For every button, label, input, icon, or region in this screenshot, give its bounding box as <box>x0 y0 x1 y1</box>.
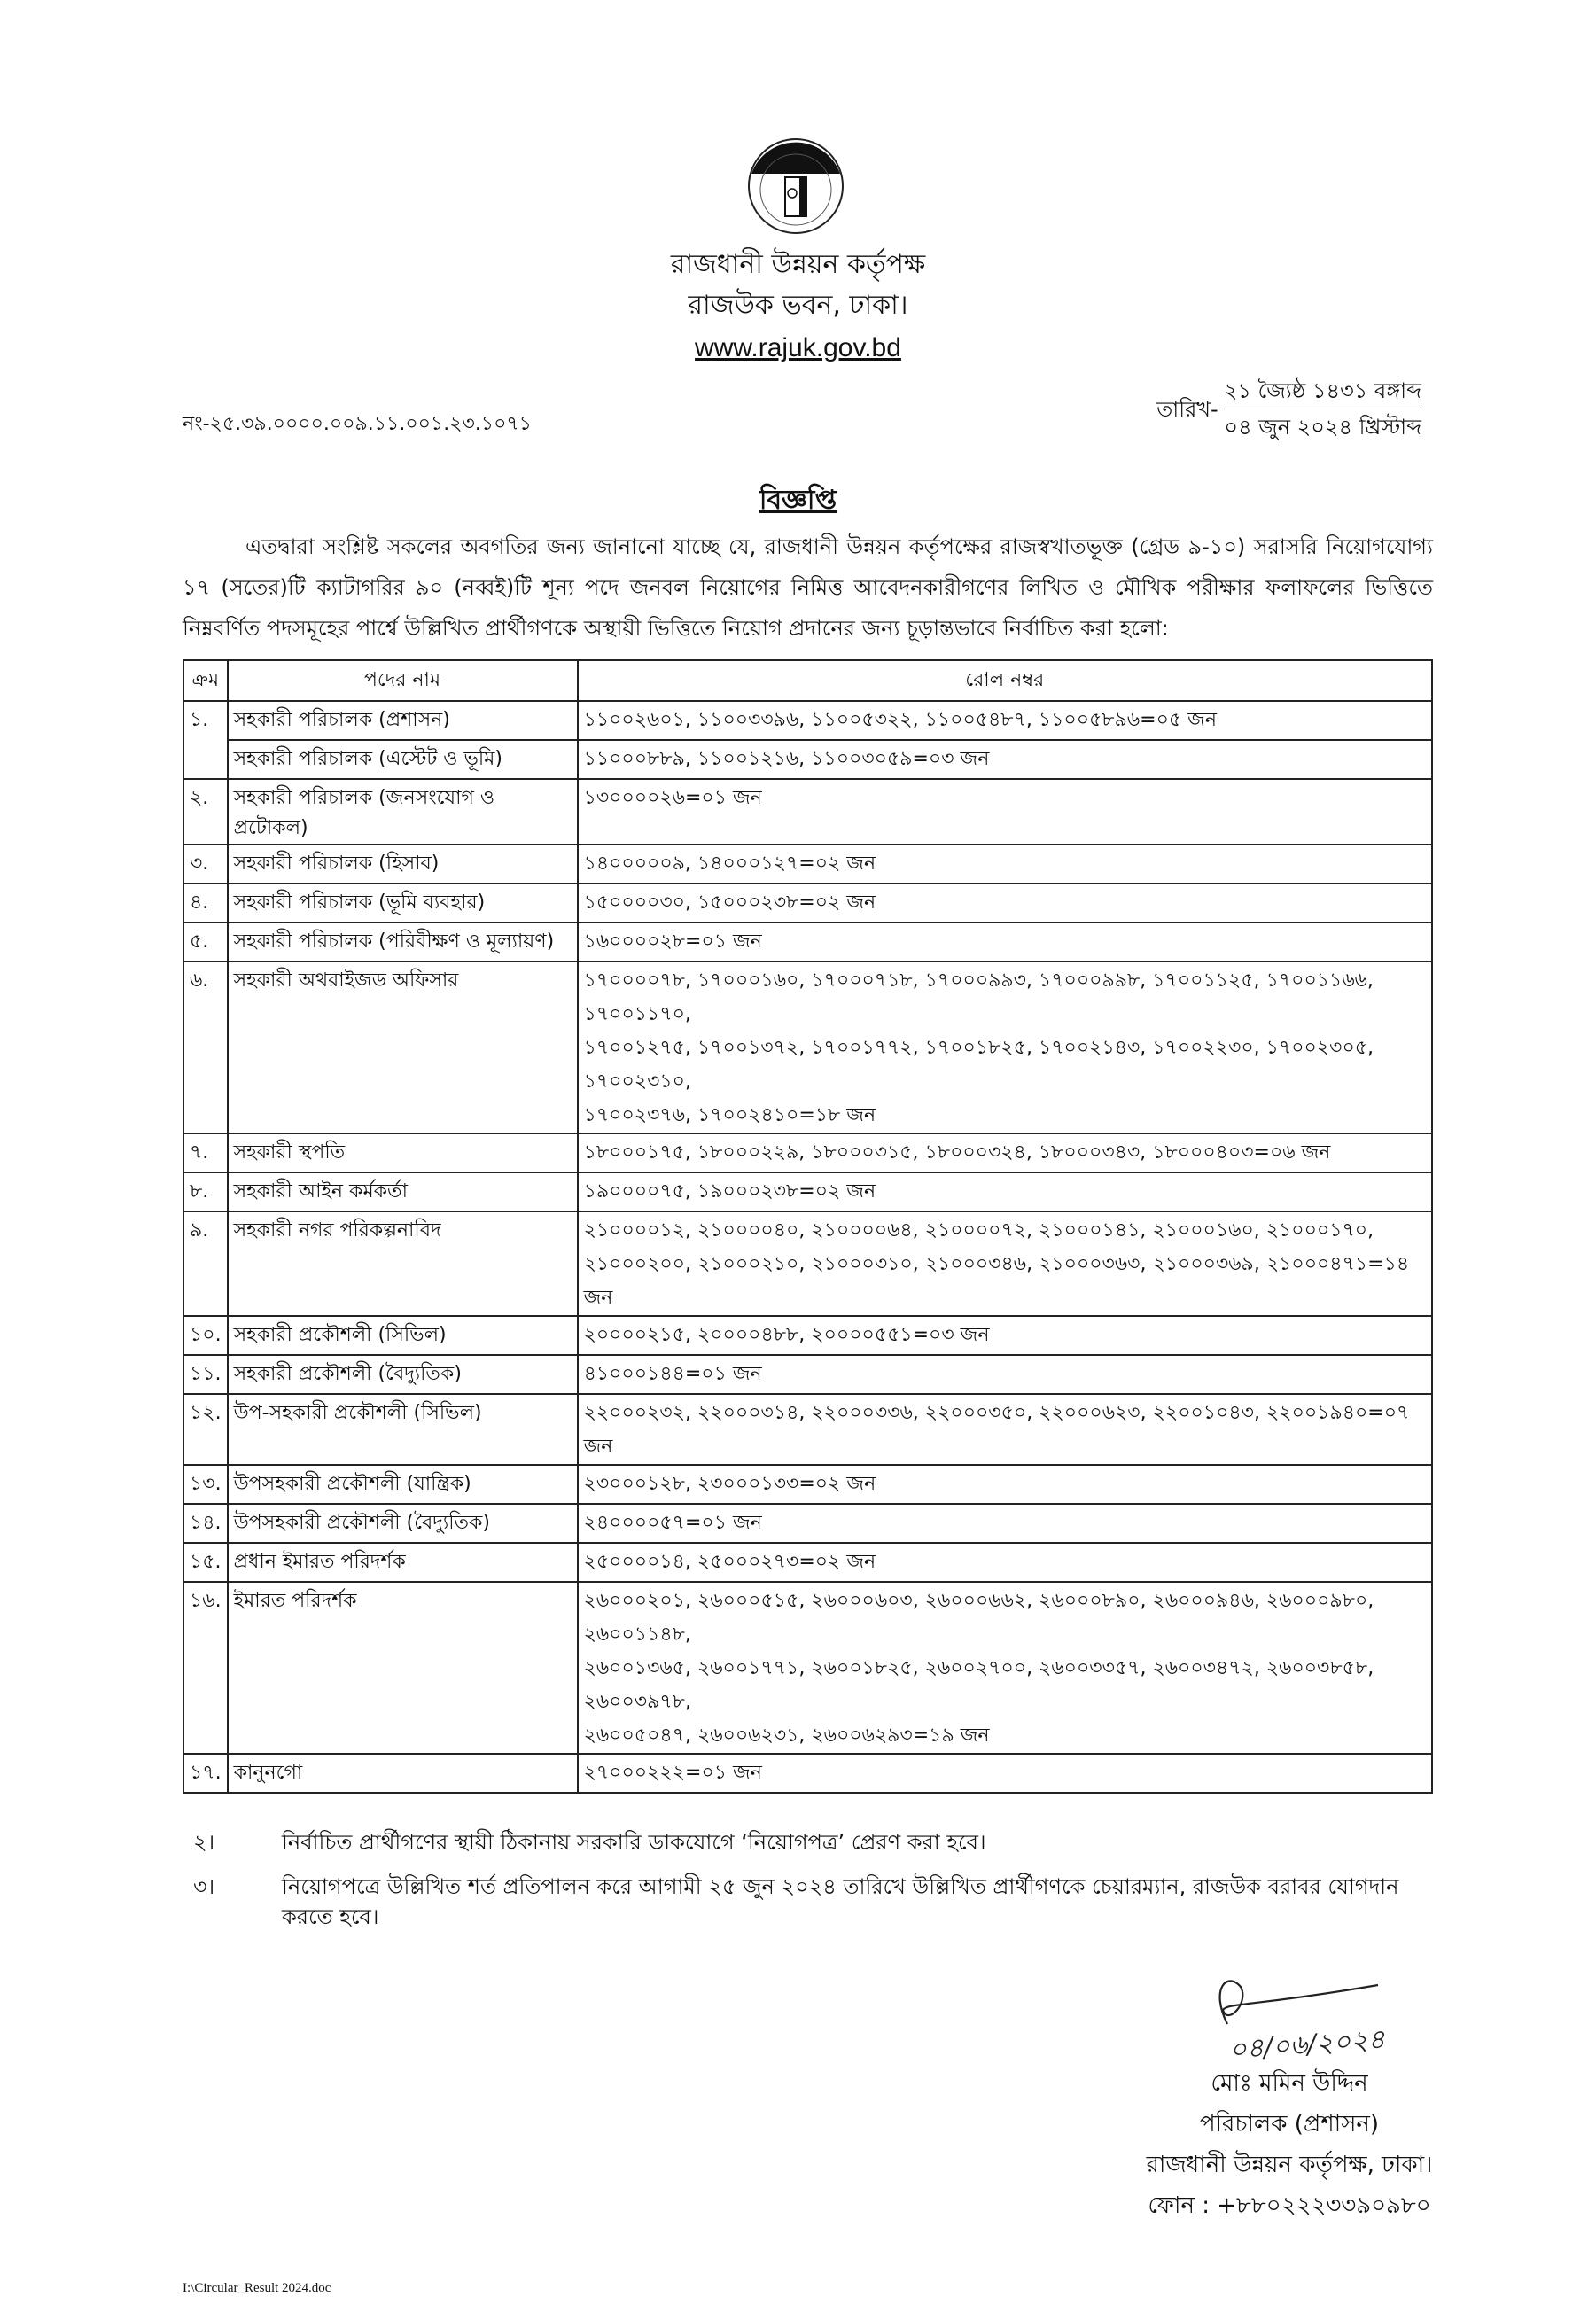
row-post-name: উপসহকারী প্রকৌশলী (যান্ত্রিক) <box>228 1465 578 1504</box>
letterhead <box>0 245 1596 370</box>
date-gregorian: ০৪ জুন ২০২৪ খ্রিস্টাব্দ <box>1224 415 1421 440</box>
table-row <box>183 884 1432 923</box>
org-name: রাজধানী উন্নয়ন কর্তৃপক্ষ <box>670 249 926 280</box>
roll-line: ১৯০০০০৭৫, ১৯০০০২৩৮=০২ জন <box>583 1180 876 1203</box>
table-row <box>183 701 1432 740</box>
row-roll-numbers <box>578 884 1432 923</box>
signatory-designation: পরিচালক (প্রশাসন) <box>1199 2111 1380 2137</box>
row-serial: ৭. <box>183 1133 228 1172</box>
row-serial: ৪. <box>183 884 228 923</box>
results-table <box>183 659 1433 1794</box>
roll-line: ২০০০০২১৫, ২০০০০৪৮৮, ২০০০০৫৫১=০৩ জন <box>583 1324 990 1346</box>
table-row <box>183 1316 1432 1355</box>
row-serial: ১৭. <box>183 1754 228 1793</box>
roll-line: ১১০০০৮৮৯, ১১০০১২১৬, ১১০০৩০৫৯=০৩ জন <box>583 748 990 770</box>
roll-line: ২৬০০০২০১, ২৬০০০৫১৫, ২৬০০০৬০৩, ২৬০০০৬৬২, ২৬০০০৮৯০, ২৬০০০৯৪৬, ২৬০০০৯৮০, ২৬০০১১৪৮, <box>583 1590 1374 1646</box>
row-post-name: সহকারী পরিচালক (এস্টেট ও ভূমি) <box>228 740 578 779</box>
row-post-name: সহকারী প্রকৌশলী (সিভিল) <box>228 1316 578 1355</box>
row-roll-numbers <box>578 923 1432 962</box>
row-post-name: সহকারী পরিচালক (ভূমি ব্যবহার) <box>228 884 578 923</box>
row-serial: ৬. <box>183 962 228 1133</box>
signatory-phone: ফোন : +৮৮০২২২৩৩৯০৯৮০ <box>1148 2192 1431 2219</box>
row-roll-numbers <box>578 1465 1432 1504</box>
row-serial: ১৬. <box>183 1582 228 1754</box>
row-roll-numbers <box>578 1582 1432 1754</box>
row-serial: ১৪. <box>183 1504 228 1543</box>
file-path: I:\Circular_Result 2024.doc <box>183 2281 331 2295</box>
roll-line: ১৪০০০০০৯, ১৪০০০১২৭=০২ জন <box>583 853 876 875</box>
row-serial: ১০. <box>183 1316 228 1355</box>
row-roll-numbers <box>578 1211 1432 1316</box>
org-address: রাজউক ভবন, ঢাকা। <box>688 290 908 321</box>
row-serial: ৯. <box>183 1211 228 1316</box>
roll-line: ২২০০০২৩২, ২২০০০৩১৪, ২২০০০৩৩৬, ২২০০০৩৫০, ২২০০০৬২৩, ২২০০১০৪৩, ২২০০১৯৪০=০৭ জন <box>583 1402 1410 1458</box>
row-roll-numbers <box>578 701 1432 740</box>
row-post-name: সহকারী পরিচালক (পরিবীক্ষণ ও মূল্যায়ণ) <box>228 923 578 962</box>
row-roll-numbers <box>578 1355 1432 1394</box>
row-serial: ১১. <box>183 1355 228 1394</box>
date-block <box>1156 376 1421 442</box>
roll-line: ২৭০০০২২২=০১ জন <box>583 1762 762 1784</box>
row-roll-numbers <box>578 1504 1432 1543</box>
roll-line: ১৭০০০০৭৮, ১৭০০০১৬০, ১৭০০০৭১৮, ১৭০০০৯৯৩, ১৭০০০৯৯৮, ১৭০০১১২৫, ১৭০০১১৬৬, ১৭০০১১৭০, <box>583 969 1374 1025</box>
point-3 <box>183 1872 1433 1932</box>
memo-number: নং-২৫.৩৯.০০০০.০০৯.১১.০০১.২৩.১০৭১ <box>183 413 532 435</box>
notes-list <box>183 1827 1433 1932</box>
row-serial: ২. <box>183 779 228 845</box>
roll-line: ১৮০০০১৭৫, ১৮০০০২২৯, ১৮০০০৩১৫, ১৮০০০৩২৪, ১৮০০০৩৪৩, ১৮০০০৪০৩=০৬ জন <box>583 1141 1331 1164</box>
row-post-name: কানুনগো <box>228 1754 578 1793</box>
roll-line: ১৭০০১২৭৫, ১৭০০১৩৭২, ১৭০০১৭৭২, ১৭০০১৮২৫, ১৭০০২১৪৩, ১৭০০২২৩০, ১৭০০২৩০৫, ১৭০০২৩১০, <box>583 1037 1374 1093</box>
row-roll-numbers <box>578 1394 1432 1465</box>
row-post-name: সহকারী অথরাইজড অফিসার <box>228 962 578 1133</box>
roll-line: ২৪০০০০৫৭=০১ জন <box>583 1512 762 1534</box>
point-2 <box>183 1827 1433 1857</box>
intro-paragraph: এতদ্বারা সংশ্লিষ্ট সকলের অবগতির জন্য জানানো যাচ্ছে যে, রাজধানী উন্নয়ন কর্তৃপক্ষের রাজস্বখাতভূক্ত (গ্রেড ৯-১০) সরাসরি নিয়োগযোগ্য ১৭ (সতের)টি ক্যাটাগরির ৯০ (নব্বই)টি শূন্য পদে জনবল নিয়োগের নিমিত্ত আবেদনকারীগণের লিখিত ও মৌখিক পরীক্ষার ফলাফলের ভিত্তিতে নিম্নবর্ণিত পদসমূহের পার্শ্বে উল্লিখিত প্রার্থীগণকে অস্থায়ী ভিত্তিতে নিয়োগ প্রদানের জন্য চূড়ান্তভাবে নির্বাচিত করা হলো: <box>183 534 1433 641</box>
roll-line: ১৩০০০০২৬=০১ জন <box>583 787 762 809</box>
table-row <box>183 1543 1432 1582</box>
row-post-name: প্রধান ইমারত পরিদর্শক <box>228 1543 578 1582</box>
row-post-name: উপসহকারী প্রকৌশলী (বৈদ্যুতিক) <box>228 1504 578 1543</box>
website-link[interactable]: www.rajuk.gov.bd <box>695 333 901 362</box>
row-post-name: সহকারী পরিচালক (হিসাব) <box>228 845 578 884</box>
table-row <box>183 779 1432 845</box>
row-post-name: উপ-সহকারী প্রকৌশলী (সিভিল) <box>228 1394 578 1465</box>
col-header-serial: ক্রম <box>183 660 228 701</box>
notice-title: বিজ্ঞপ্তি <box>759 485 837 516</box>
row-post-name: সহকারী আইন কর্মকর্তা <box>228 1172 578 1211</box>
row-roll-numbers <box>578 1172 1432 1211</box>
row-serial: ১২. <box>183 1394 228 1465</box>
row-serial: ১৩. <box>183 1465 228 1504</box>
row-post-name: সহকারী স্থপতি <box>228 1133 578 1172</box>
point-3-text: নিয়োগপত্রে উল্লিখিত শর্ত প্রতিপালন করে আগামী ২৫ জুন ২০২৪ তারিখে উল্লিখিত প্রার্থীগণকে চেয়ারম্যান, রাজউক বরাবর যোগদান করতে হবে। <box>282 1874 1399 1929</box>
point-3-number: ৩। <box>193 1874 215 1899</box>
table-row <box>183 1582 1432 1754</box>
table-row <box>183 1211 1432 1316</box>
roll-line: ৪১০০০১৪৪=০১ জন <box>583 1363 762 1385</box>
roll-line: ২৫০০০০১৪, ২৫০০০২৭৩=০২ জন <box>583 1551 876 1573</box>
row-post-name: সহকারী পরিচালক (প্রশাসন) <box>228 701 578 740</box>
row-roll-numbers <box>578 1316 1432 1355</box>
table-row <box>183 1172 1432 1211</box>
row-roll-numbers <box>578 845 1432 884</box>
row-post-name: সহকারী পরিচালক (জনসংযোগ ও প্রটোকল) <box>228 779 578 845</box>
roll-line: ২৬০০৫০৪৭, ২৬০০৬২৩১, ২৬০০৬২৯৩=১৯ জন <box>583 1725 990 1747</box>
roll-line: ২৩০০০১২৮, ২৩০০০১৩৩=০২ জন <box>583 1473 876 1495</box>
row-serial: ৫. <box>183 923 228 962</box>
row-roll-numbers <box>578 962 1432 1133</box>
roll-line: ১৬০০০০২৮=০১ জন <box>583 930 762 953</box>
row-post-name: সহকারী নগর পরিকল্পনাবিদ <box>228 1211 578 1316</box>
table-row <box>183 1504 1432 1543</box>
table-row <box>183 1355 1432 1394</box>
col-header-post: পদের নাম <box>228 660 578 701</box>
point-2-number: ২। <box>193 1830 215 1855</box>
row-serial: ৩. <box>183 845 228 884</box>
signatory-name: মোঃ মমিন উদ্দিন <box>1211 2070 1368 2097</box>
roll-line: ২৬০০১৩৬৫, ২৬০০১৭৭১, ২৬০০১৮২৫, ২৬০০২৭০০, ২৬০০৩৩৫৭, ২৬০০৩৪৭২, ২৬০০৩৮৫৮, ২৬০০৩৯৭৮, <box>583 1657 1374 1713</box>
rajuk-logo <box>746 136 845 236</box>
roll-line: ১৫০০০০৩০, ১৫০০০২৩৮=০২ জন <box>583 892 876 914</box>
notice-body <box>183 526 1433 2297</box>
signed-date-handwritten: ০৪/০৬/২০২৪ <box>1227 2023 1387 2067</box>
date-bangla: ২১ জ্যৈষ্ঠ ১৪৩১ বঙ্গাব্দ <box>1223 378 1421 403</box>
table-row <box>183 923 1432 962</box>
signature-scribble <box>1174 1971 1405 2028</box>
table-row <box>183 1394 1432 1465</box>
col-header-roll: রোল নম্বর <box>578 660 1432 701</box>
row-roll-numbers <box>578 740 1432 779</box>
table-row <box>183 845 1432 884</box>
roll-line: ২১০০০২০০, ২১০০০২১০, ২১০০০৩১০, ২১০০০৩৪৬, ২১০০০৩৬৩, ২১০০০৩৬৯, ২১০০০৪৭১=১৪ জন <box>583 1253 1410 1309</box>
table-row <box>183 1465 1432 1504</box>
table-row <box>183 1754 1432 1793</box>
table-row <box>183 1133 1432 1172</box>
row-roll-numbers <box>578 1133 1432 1172</box>
row-post-name: ইমারত পরিদর্শক <box>228 1582 578 1754</box>
row-serial: ৮. <box>183 1172 228 1211</box>
row-serial: ১. <box>183 701 228 779</box>
row-roll-numbers <box>578 779 1432 845</box>
roll-line: ১৭০০২৩৭৬, ১৭০০২৪১০=১৮ জন <box>583 1104 876 1126</box>
row-roll-numbers <box>578 1754 1432 1793</box>
table-row <box>183 740 1432 779</box>
row-serial: ১৫. <box>183 1543 228 1582</box>
signatory-office: রাজধানী উন্নয়ন কর্তৃপক্ষ, ঢাকা। <box>1146 2152 1433 2178</box>
row-roll-numbers <box>578 1543 1432 1582</box>
signature-block <box>1143 1971 1436 2226</box>
roll-line: ২১০০০০১২, ২১০০০০৪০, ২১০০০০৬৪, ২১০০০০৭২, ২১০০০১৪১, ২১০০০১৬০, ২১০০০১৭০, <box>583 1219 1374 1242</box>
roll-line: ১১০০২৬০১, ১১০০৩৩৯৬, ১১০০৫৩২২, ১১০০৫৪৮৭, ১১০০৫৮৯৬=০৫ জন <box>583 709 1217 731</box>
point-2-text: নির্বাচিত প্রার্থীগণের স্থায়ী ঠিকানায় সরকারি ডাকযোগে ‘নিয়োগপত্র’ প্রেরণ করা হবে। <box>282 1830 986 1855</box>
row-post-name: সহকারী প্রকৌশলী (বৈদ্যুতিক) <box>228 1355 578 1394</box>
date-label: তারিখ- <box>1156 396 1218 422</box>
table-header-row <box>183 660 1432 701</box>
table-row <box>183 962 1432 1133</box>
